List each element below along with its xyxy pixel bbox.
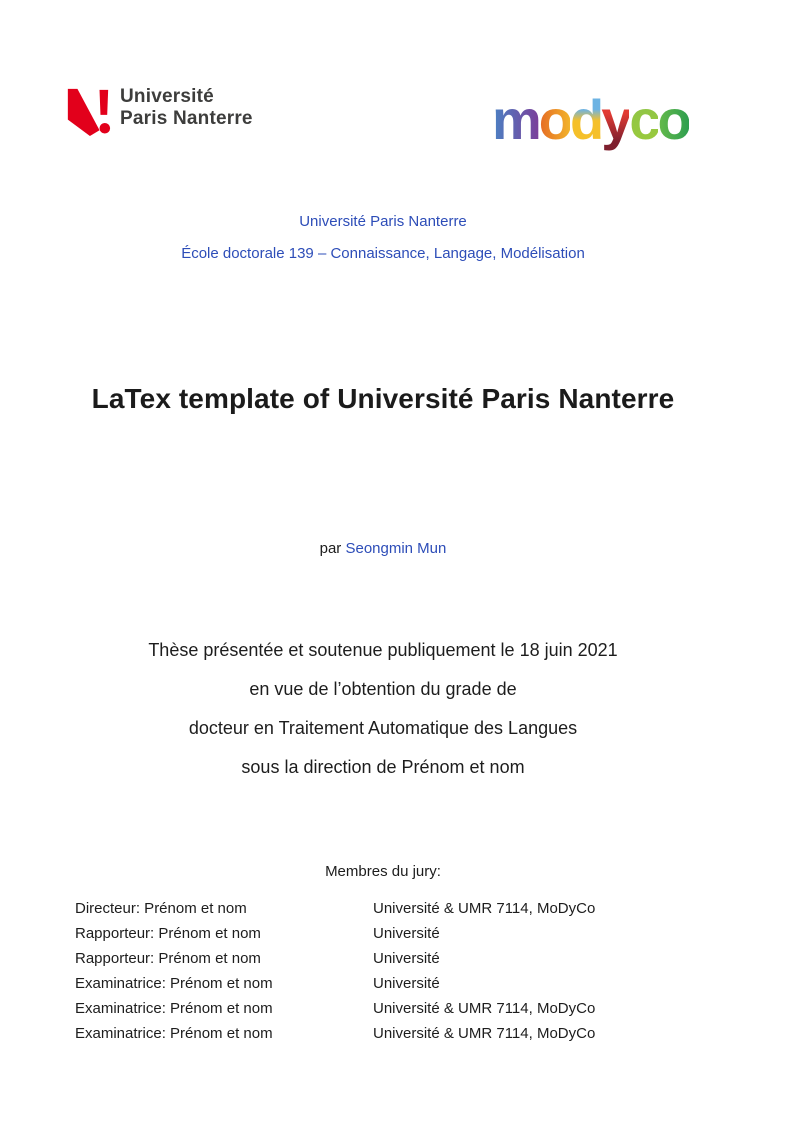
author-name: Seongmin Mun <box>345 540 447 557</box>
page-title: LaTex template of Université Paris Nanterre <box>91 383 675 414</box>
jury-role: Directeur: Prénom et nom <box>75 900 247 917</box>
jury-affiliation: Université <box>373 950 440 967</box>
jury-table <box>75 896 715 1046</box>
jury-affiliation: Université & UMR 7114, MoDyCo <box>373 1025 596 1042</box>
jury-row <box>75 971 715 996</box>
modyco-letter-c: c <box>629 88 658 151</box>
jury-role: Rapporteur: Prénom et nom <box>75 925 261 942</box>
jury-row <box>75 1021 715 1046</box>
jury-row <box>75 921 715 946</box>
jury-heading: Membres du jury: <box>325 863 441 880</box>
upn-wordmark-line2: Paris Nanterre <box>120 108 253 129</box>
n-exclamation-icon <box>64 84 112 138</box>
modyco-logo <box>492 88 712 152</box>
institution-doctoral-school: École doctorale 139 – Connaissance, Langage, Modélisation <box>181 245 585 262</box>
author-line <box>75 540 691 557</box>
upn-logo <box>64 84 253 138</box>
modyco-letter-d: d <box>570 88 602 151</box>
jury-role: Examinatrice: Prénom et nom <box>75 1025 273 1042</box>
modyco-letter-m: m <box>492 88 539 151</box>
thesis-info-line: docteur en Traitement Automatique des Langues <box>188 718 578 738</box>
author-prefix: par <box>319 540 342 557</box>
jury-role: Rapporteur: Prénom et nom <box>75 950 261 967</box>
modyco-letter-y: y <box>601 88 630 151</box>
upn-wordmark <box>120 86 253 138</box>
institution-university: Université Paris Nanterre <box>299 213 467 230</box>
jury-row <box>75 946 715 971</box>
jury-row <box>75 896 715 921</box>
jury-role: Examinatrice: Prénom et nom <box>75 1000 273 1017</box>
institution-block <box>75 206 691 270</box>
jury-affiliation: Université <box>373 925 440 942</box>
jury-affiliation: Université <box>373 975 440 992</box>
upn-wordmark-line1: Université <box>120 86 214 107</box>
modyco-letter-o1: o <box>538 88 571 151</box>
thesis-info-line: Thèse présentée et soutenue publiquement le 18 juin 2021 <box>148 640 618 660</box>
thesis-info-block <box>75 631 691 787</box>
jury-affiliation: Université & UMR 7114, MoDyCo <box>373 1000 596 1017</box>
jury-role: Examinatrice: Prénom et nom <box>75 975 273 992</box>
thesis-info-line: en vue de l’obtention du grade de <box>249 679 517 699</box>
modyco-letter-o2: o <box>657 88 689 151</box>
thesis-info-line: sous la direction de Prénom et nom <box>241 757 525 777</box>
jury-affiliation: Université & UMR 7114, MoDyCo <box>373 900 596 917</box>
jury-row <box>75 996 715 1021</box>
